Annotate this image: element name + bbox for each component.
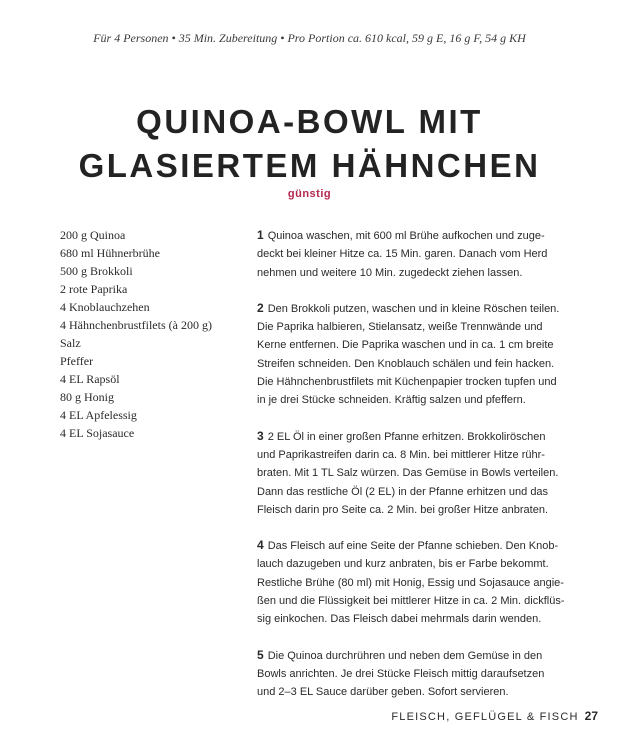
ingredient-item: 4 Hähnchenbrustfilets (à 200 g) xyxy=(60,318,212,332)
ingredient-item: 200 g Quinoa xyxy=(60,228,126,242)
ingredient-item: 4 Knoblauchzehen xyxy=(60,300,150,314)
step-3 xyxy=(257,427,577,519)
step-line: Streifen schneiden. Den Knoblauch schälen und fein hacken. xyxy=(257,357,555,370)
step-line: Das Fleisch auf eine Seite der Pfanne schieben. Den Knob- xyxy=(267,540,559,553)
step-line: lauch dazugeben und kurz anbraten, bis er Farbe bekommt. xyxy=(257,558,549,571)
step-line: und Paprikastreifen darin ca. 8 Min. bei mittlerer Hitze rühr- xyxy=(257,448,545,461)
step-line: deckt bei kleiner Hitze ca. 15 Min. garen. Danach vom Herd xyxy=(257,248,548,261)
ingredient-item: 680 ml Hühnerbrühe xyxy=(60,246,160,260)
recipe-meta: Für 4 Personen • 35 Min. Zubereitung • Pro Portion ca. 610 kcal, 59 g E, 16 g F, 54 g KH xyxy=(93,31,526,45)
recipe-title xyxy=(0,100,619,188)
ingredient-item: 2 rote Paprika xyxy=(60,282,128,296)
ingredient-item: 500 g Brokkoli xyxy=(60,264,133,278)
ingredient-item: Pfeffer xyxy=(60,354,94,368)
step-4 xyxy=(257,536,577,628)
page-number: 27 xyxy=(584,709,598,723)
step-1 xyxy=(257,226,577,282)
step-line: Restliche Brühe (80 ml) mit Honig, Essig und Sojasauce angie- xyxy=(257,576,564,589)
step-line: Bowls anrichten. Je drei Stücke Fleisch mittig daraufsetzen xyxy=(257,667,545,680)
step-line: Dann das restliche Öl (2 EL) in der Pfanne erhitzen und das xyxy=(257,485,549,498)
step-line: Die Quinoa durchrühren und neben dem Gemüse in den xyxy=(267,649,543,662)
step-line: in je drei Stücke schneiden. Kräftig salzen und pfeffern. xyxy=(257,394,526,407)
step-number: 5 xyxy=(257,647,264,662)
step-line: nehmen und weitere 10 Min. zugedeckt ziehen lassen. xyxy=(257,266,523,279)
ingredient-list xyxy=(60,226,245,442)
recipe-title-line-1: QUINOA-BOWL MIT xyxy=(136,103,483,140)
step-line: Den Brokkoli putzen, waschen und in kleine Röschen teilen. xyxy=(267,302,560,315)
step-line: 2 EL Öl in einer großen Pfanne erhitzen. Brokkoliröschen xyxy=(267,430,546,443)
step-number: 2 xyxy=(257,300,264,315)
ingredient-item: 80 g Honig xyxy=(60,390,114,404)
step-line: Die Hähnchenbrustfilets mit Küchenpapier trocken tupfen und xyxy=(257,376,557,389)
step-line: Fleisch darin pro Seite ca. 2 Min. bei großer Hitze anbraten. xyxy=(257,503,549,516)
step-line: Quinoa waschen, mit 600 ml Brühe aufkochen und zuge- xyxy=(267,230,545,242)
page-footer xyxy=(391,709,598,723)
step-number: 4 xyxy=(257,538,264,553)
ingredient-item: 4 EL Apfelessig xyxy=(60,408,137,422)
recipe-tag: günstig xyxy=(287,188,332,200)
ingredient-item: Salz xyxy=(60,336,81,350)
section-label: FLEISCH, GEFLÜGEL & FISCH xyxy=(391,711,579,723)
step-5 xyxy=(257,646,577,702)
step-line: Kerne entfernen. Die Paprika waschen und in ca. 1 cm breite xyxy=(257,339,554,352)
step-line: sig einkochen. Das Fleisch dabei mehrmals darin wenden. xyxy=(257,613,542,626)
ingredient-item: 4 EL Rapsöl xyxy=(60,372,120,386)
step-number: 3 xyxy=(257,428,264,443)
instruction-steps xyxy=(257,226,577,719)
ingredient-item: 4 EL Sojasauce xyxy=(60,426,135,440)
step-line: und 2–3 EL Sauce darüber geben. Sofort servieren. xyxy=(257,686,509,699)
step-2 xyxy=(257,299,577,410)
step-line: braten. Mit 1 TL Salz würzen. Das Gemüse in Bowls verteilen. xyxy=(257,467,559,480)
recipe-title-line-2: GLASIERTEM HÄHNCHEN xyxy=(78,147,541,184)
step-line: ßen und die Flüssigkeit bei mittlerer Hitze in ca. 2 Min. dickflüs- xyxy=(257,595,565,608)
step-line: Die Paprika halbieren, Stielansatz, weiße Trennwände und xyxy=(257,321,543,334)
step-number: 1 xyxy=(257,228,264,242)
